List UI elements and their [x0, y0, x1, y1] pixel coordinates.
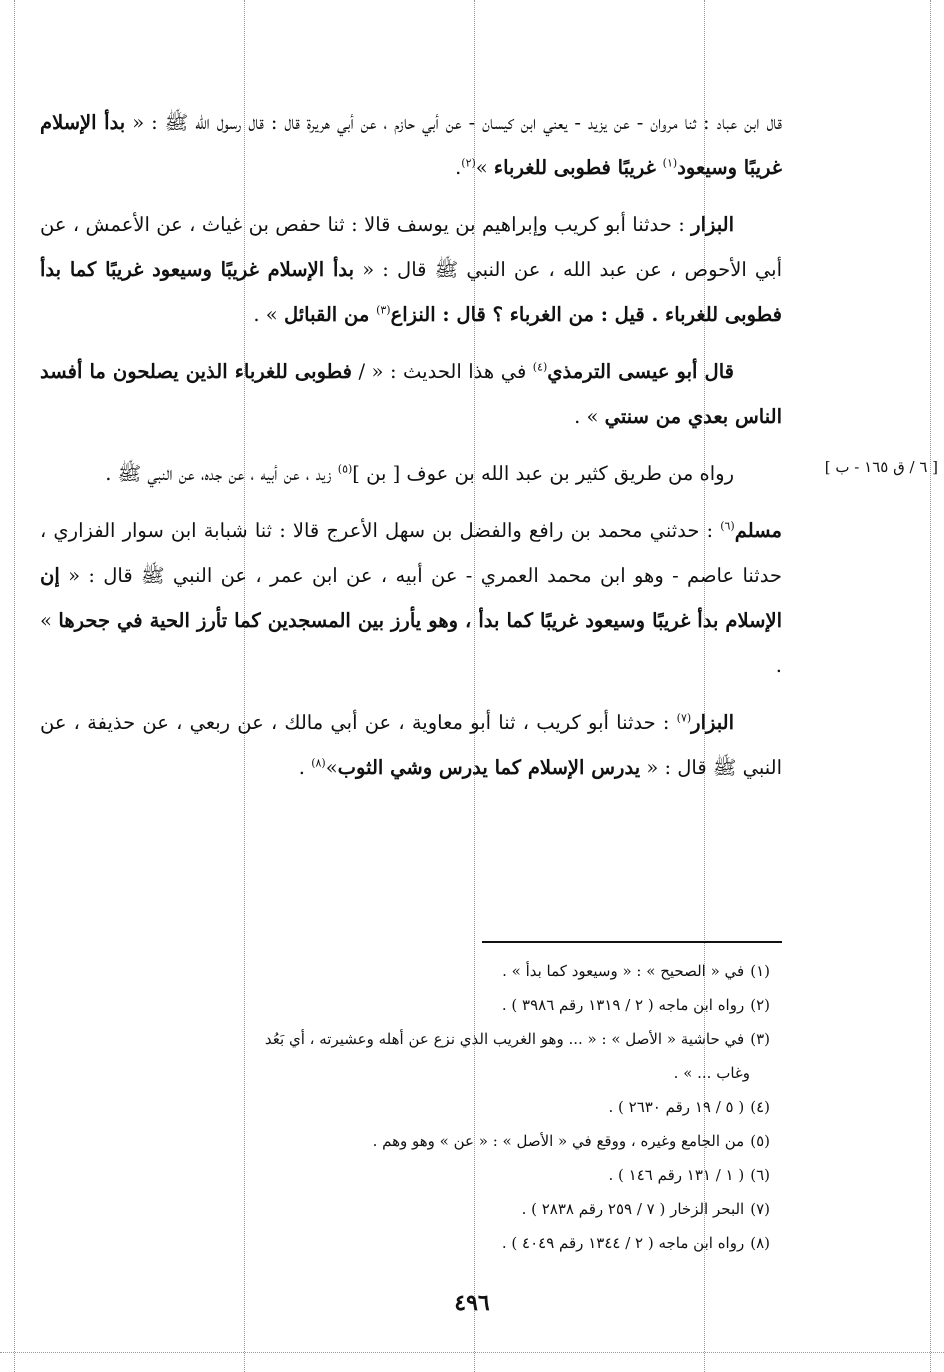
- narrator-lead: مسلم: [734, 519, 782, 542]
- footnote: (١)في « الصحيح » : « وسيعود كما بدأ » .: [502, 962, 770, 980]
- footnote-separator: [482, 941, 782, 943]
- margin-manuscript-note: [ ٦ / ق ١٦٥ - ب ]: [824, 458, 938, 476]
- paragraph-3: قال أبو عيسى الترمذي$^{(٤)}$ في هذا الحديث : « / فطوبى للغرباء الذين يصلحون ما أفسد الناس بعدي من سنتي » .: [40, 360, 782, 428]
- paragraph-4: رواه من طريق كثير بن عبد الله بن عوف [ بن ]$^{(٥)}$ زيد ، عن أبيه ، عن جده، عن النبي ﷺ .: [105, 462, 734, 485]
- scan-guide-line: [0, 1352, 944, 1353]
- footnote: (٧)البحر الزخار ( ٧ / ٢٥٩ رقم ٢٨٣٨ ) .: [521, 1200, 770, 1218]
- scan-guide-line: [930, 0, 931, 1372]
- footnotes: [60, 954, 770, 1260]
- scan-guide-line: [14, 0, 15, 1372]
- paragraph-1: قال ابن عباد : ثنا مروان - عن يزيد - يعني ابن كيسان - عن أبي حازم ، عن أبي هريرة قال : قال رسول الله ﷺ : « بدأ الإسلام غريبًا وسيعود$^{(١)}$ غريبًا فطوبى للغرباء »$^{(٢)}$.: [40, 111, 782, 179]
- footnote: (٣)في حاشية « الأصل » : « ... وهو الغريب الذي نزع عن أهله وعشيرته ، أي بَعُد وغاب ... » .: [264, 1030, 770, 1082]
- footnote: (٦)( ١ / ١٣١ رقم ١٤٦ ) .: [608, 1166, 770, 1184]
- footnote: (٢)رواه ابن ماجه ( ٢ / ١٣١٩ رقم ٣٩٨٦ ) .: [501, 996, 770, 1014]
- main-text: [40, 100, 782, 802]
- footnote: (٥)من الجامع وغيره ، ووقع في « الأصل » : « عن » وهو وهم .: [372, 1132, 770, 1150]
- narrator-lead: قال أبو عيسى الترمذي: [547, 360, 734, 383]
- footnote: (٤)( ٥ / ١٩ رقم ٢٦٣٠ ) .: [608, 1098, 770, 1116]
- page-number: ٤٩٦: [454, 1290, 490, 1316]
- paragraph-6: البزار$^{(٧)}$ : حدثنا أبو كريب ، ثنا أبو معاوية ، عن أبي مالك ، عن ربعي ، عن حذيفة ، عن النبي ﷺ قال : « يدرس الإسلام كما يدرس وشي الثوب»$^{(٨)}$ .: [40, 711, 782, 779]
- footnote: (٨)رواه ابن ماجه ( ٢ / ١٣٤٤ رقم ٤٠٤٩ ) .: [501, 1234, 770, 1252]
- narrator-lead: البزار: [691, 711, 734, 734]
- paragraph-5: مسلم$^{(٦)}$ : حدثني محمد بن رافع والفضل بن سهل الأعرج قالا : ثنا شبابة ابن سوار الفزاري ، حدثنا عاصم - وهو ابن محمد العمري - عن أبيه ، عن ابن عمر ، عن النبي ﷺ قال : « إن الإسلام بدأ غريبًا وسيعود غريبًا كما بدأ ، وهو يأرز بين المسجدين كما تأرز الحية في جحرها » .: [40, 519, 782, 677]
- narrator-lead: البزار: [691, 213, 734, 236]
- paragraph-2: البزار : حدثنا أبو كريب وإبراهيم بن يوسف قالا : ثنا حفص بن غياث ، عن الأعمش ، عن أبي الأحوص ، عن عبد الله ، عن النبي ﷺ قال : « بدأ الإسلام غريبًا وسيعود غريبًا كما بدأ فطوبى للغرباء . قيل : من الغرباء ؟ قال : النزاع$^{(٣)}$ من القبائل » .: [40, 213, 783, 326]
